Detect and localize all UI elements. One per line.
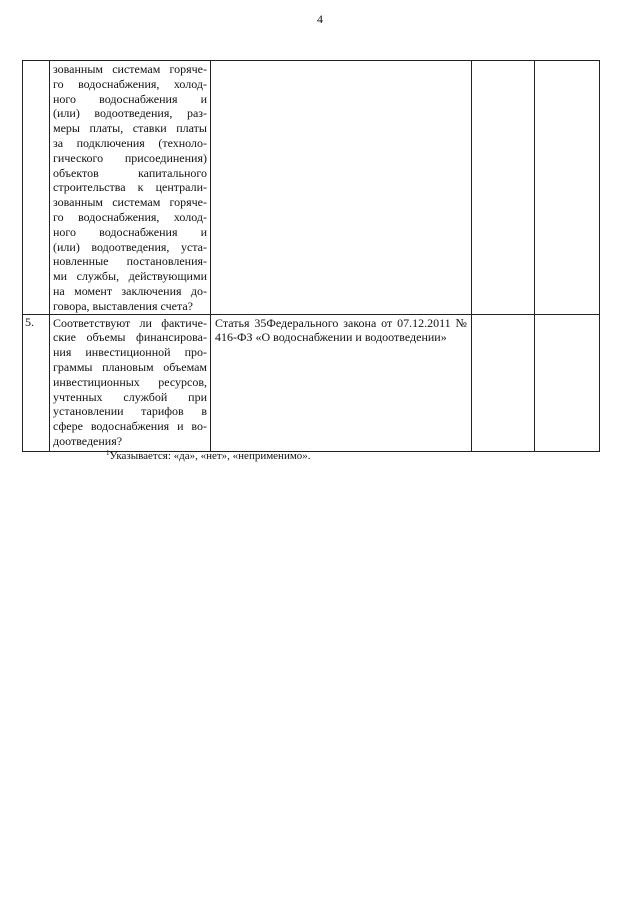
law-reference-cell <box>211 314 472 451</box>
question-line: сфере водоснабжения и во- <box>53 419 207 434</box>
page-number: 4 <box>317 12 323 26</box>
law-reference-cell <box>211 61 472 315</box>
question-line: ния инвестиционной про- <box>53 345 207 360</box>
question-line: меры платы, ставки платы <box>53 121 207 136</box>
question-line: гического присоединения) <box>53 150 207 165</box>
question-cell <box>50 314 211 451</box>
note-cell <box>535 61 600 315</box>
question-line: (или) водоотведения, раз- <box>53 106 207 121</box>
question-line: ми службы, действующими <box>53 269 207 284</box>
checklist-table <box>22 60 600 452</box>
question-line: зованным системам горяче- <box>53 195 207 210</box>
question-line: ного водоснабжения и <box>53 91 207 106</box>
question-line: (или) водоотведения, уста- <box>53 239 207 254</box>
table-row <box>23 61 600 315</box>
table-row <box>23 314 600 451</box>
question-line: учтенных службой при <box>53 389 207 404</box>
question-line: новленные постановления- <box>53 254 207 269</box>
row-number-cell: 5. <box>23 314 50 451</box>
question-line: граммы плановым объемам <box>53 359 207 374</box>
question-line: доотведения? <box>53 433 123 448</box>
question-line: го водоснабжения, холод- <box>53 76 207 91</box>
law-reference-text: Статья 35Федерального закона от 07.12.2011 № 416-ФЗ «О водоснабжении и водоотведении» <box>215 315 467 345</box>
question-cell <box>50 61 211 315</box>
question-line: зованным системам горяче- <box>53 62 207 76</box>
question-line: за подключения (техноло- <box>53 135 207 150</box>
question-line: ские объемы финансирова- <box>53 330 207 345</box>
question-line: го водоснабжения, холод- <box>53 209 207 224</box>
question-line: установлении тарифов в <box>53 404 207 419</box>
answer-cell <box>472 61 535 315</box>
note-cell <box>535 314 600 451</box>
footnote-marker: 1 <box>106 449 110 457</box>
question-line: строительства к централи- <box>53 180 207 195</box>
question-line: ного водоснабжения и <box>53 224 207 239</box>
question-line: говора, выставления счета? <box>53 298 193 313</box>
question-line: инвестиционных ресурсов, <box>53 374 207 389</box>
question-line: на момент заключения до- <box>53 283 207 298</box>
question-line: Соответствуют ли фактиче- <box>53 315 207 330</box>
question-line: объектов капитального <box>53 165 207 180</box>
footnote <box>106 446 311 463</box>
row-number-cell <box>23 61 50 315</box>
answer-cell <box>472 314 535 451</box>
footnote-text: Указывается: «да», «нет», «неприменимо». <box>109 450 311 462</box>
